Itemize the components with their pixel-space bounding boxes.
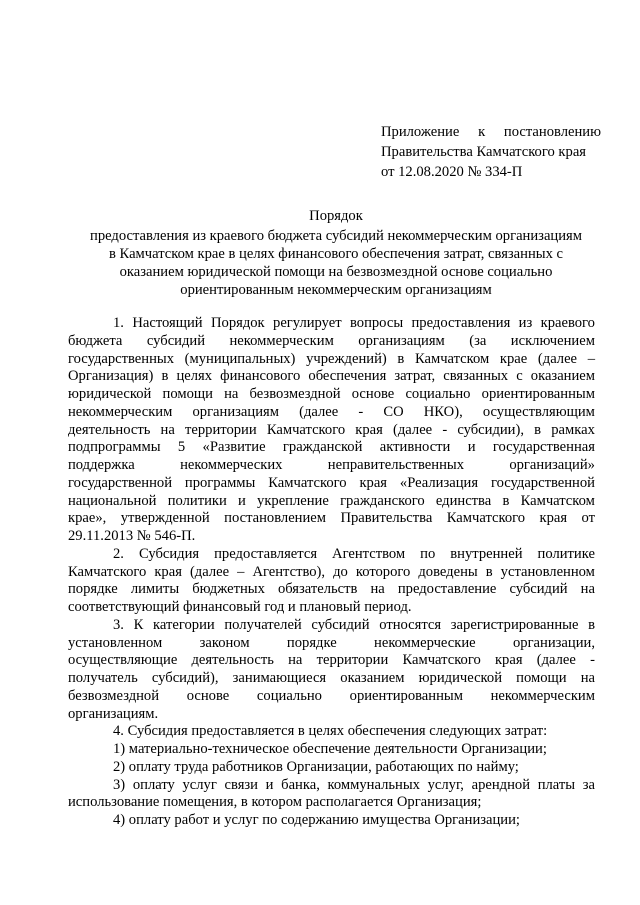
- word: на: [160, 421, 175, 438]
- word: оказанием: [530, 368, 595, 385]
- word: до: [333, 563, 348, 580]
- word: помощи: [162, 386, 213, 402]
- word: осуществляющие: [68, 652, 178, 669]
- word: целях: [176, 368, 213, 385]
- title-line: предоставления из краевого бюджета субсидий некоммерческим организациям: [90, 228, 582, 244]
- word: услуг,: [427, 776, 464, 793]
- word: основе: [351, 386, 395, 402]
- word: «Реализация: [399, 474, 479, 491]
- word: (далее: [189, 563, 230, 580]
- word: получателей: [224, 616, 302, 633]
- word: и: [265, 776, 274, 793]
- word: края: [494, 652, 523, 669]
- word: Порядок: [210, 315, 265, 331]
- word: относятся: [379, 616, 442, 633]
- word: Камчатского: [68, 563, 147, 580]
- word: субсидий: [509, 581, 568, 598]
- word: лимиты: [130, 581, 180, 598]
- word: арендной: [471, 776, 531, 793]
- word: политике: [537, 545, 595, 562]
- word: вопросы: [349, 315, 404, 331]
- word: субсидий: [146, 332, 206, 349]
- word: порядке: [68, 581, 118, 598]
- word: по: [420, 545, 436, 562]
- word: ориентированным: [349, 687, 463, 704]
- word: предоставление: [397, 581, 497, 598]
- paragraph-2-last-line: соответствующий финансовый год и плановый период.: [68, 599, 412, 615]
- word: бюджетных: [192, 581, 265, 598]
- paragraph-1-line: [68, 457, 595, 475]
- appendix-note: [381, 122, 601, 182]
- word: затрат,: [394, 368, 436, 385]
- word: Приложение: [381, 124, 460, 140]
- word: Организация): [68, 368, 154, 385]
- word: государственной: [68, 474, 173, 491]
- word: социально: [405, 386, 471, 402]
- word: коммунальных: [327, 776, 420, 793]
- word: НКО),: [423, 403, 463, 420]
- word: категории: [153, 616, 215, 633]
- paragraph-1-line: [68, 493, 595, 511]
- word: некоммерческих: [180, 457, 283, 473]
- appendix-line-2: Правительства Камчатского края: [381, 144, 587, 160]
- word: (далее: [393, 421, 433, 438]
- word: с: [516, 368, 523, 385]
- word: услуг: [182, 776, 217, 793]
- word: Камчатского: [446, 510, 526, 527]
- title-line: оказанием юридической помощи на безвозмездной основе социально: [119, 264, 553, 280]
- word: СО: [383, 403, 404, 420]
- word: платы: [537, 776, 576, 793]
- word: осуществляющим: [482, 403, 595, 420]
- word: -: [590, 652, 595, 669]
- word: в: [161, 368, 169, 385]
- paragraph-1-line: [68, 422, 595, 440]
- paragraph-3-line: [68, 670, 595, 688]
- word: (муниципальных): [184, 350, 296, 367]
- word: предоставляется: [214, 545, 318, 562]
- word: обеспечения: [308, 368, 387, 385]
- word: 3.: [113, 616, 124, 633]
- paragraph-4: 4. Субсидия предоставляется в целях обеспечения следующих затрат:: [113, 723, 548, 740]
- word: которого: [355, 563, 411, 580]
- word: (далее: [299, 403, 339, 420]
- word: социально: [256, 687, 322, 704]
- word: на: [224, 386, 239, 402]
- list-item-2: 2) оплату труда работников Организации, работающих по найму;: [113, 758, 519, 775]
- paragraph-3-line: [68, 635, 595, 653]
- word: от: [581, 510, 595, 527]
- word: краевого: [540, 315, 595, 331]
- paragraph-3-line: [68, 688, 595, 706]
- word: в: [485, 563, 493, 580]
- word: государственной: [490, 474, 595, 491]
- word: связи: [224, 776, 258, 793]
- word: занимающиеся: [232, 670, 327, 686]
- word: территории: [185, 421, 257, 438]
- paragraph-2-line: [68, 581, 595, 599]
- paragraph-1-line: [68, 404, 595, 422]
- word: основе: [186, 687, 230, 704]
- list-item-3-line: [68, 777, 595, 795]
- word: регулирует: [273, 315, 342, 331]
- word: получатель: [68, 670, 138, 686]
- word: единства: [435, 492, 492, 509]
- paragraph-1-line: [68, 475, 595, 493]
- word: Правительства: [340, 510, 433, 527]
- word: деятельность: [191, 652, 274, 669]
- paragraph-1-line: [68, 439, 595, 457]
- paragraph-2-line: [68, 564, 595, 582]
- paragraph-1-line: [68, 333, 595, 351]
- word: крае: [499, 350, 528, 367]
- word: территории: [316, 652, 389, 669]
- word: юридической: [418, 670, 502, 686]
- word: -: [442, 421, 448, 438]
- word: некоммерческим: [490, 687, 595, 704]
- word: Агентством: [332, 545, 406, 562]
- word: помощи: [516, 670, 567, 686]
- document-title: [68, 207, 604, 299]
- word: законом: [199, 634, 250, 651]
- paragraph-2-line: [68, 546, 595, 564]
- paragraph-3-line: [68, 652, 595, 670]
- word: исключением: [510, 332, 595, 349]
- word: организаций»: [509, 457, 595, 473]
- word: подпрограммы: [68, 439, 161, 456]
- word: Камчатском: [414, 350, 490, 367]
- word: активности: [379, 439, 451, 456]
- list-item-3-last-line: использование помещения, в котором располагается Организация;: [68, 794, 482, 811]
- word: субсидии),: [457, 421, 524, 438]
- paragraph-1-last-line: 29.11.2013 № 546-П.: [68, 528, 196, 544]
- word: национальной: [68, 492, 157, 509]
- word: порядке: [286, 634, 337, 651]
- word: –: [587, 350, 595, 367]
- word: к: [478, 124, 486, 140]
- word: государственная: [492, 439, 595, 456]
- paragraph-1-line: [68, 386, 595, 404]
- word: юридической: [68, 386, 152, 402]
- word: некоммерческим: [68, 403, 173, 420]
- word: установленном: [500, 563, 595, 580]
- word: Камчатского: [402, 652, 481, 669]
- word: утвержденной: [120, 510, 210, 527]
- title-line: в Камчатском крае в целях финансового обеспечения затрат, связанных с: [108, 246, 563, 262]
- word: неправительственных: [327, 457, 465, 473]
- word: Субсидия: [138, 545, 200, 562]
- word: субсидий: [311, 616, 370, 633]
- word: организациям: [192, 403, 279, 420]
- word: финансового: [220, 368, 301, 385]
- word: некоммерческим: [229, 332, 334, 349]
- word: оказанием: [340, 670, 405, 686]
- word: безвозмездной: [249, 386, 341, 402]
- word: на: [580, 581, 595, 598]
- word: (за: [469, 332, 487, 349]
- word: государственных: [68, 350, 175, 367]
- word: в: [588, 616, 595, 633]
- word: Настоящий: [132, 315, 203, 331]
- word: края: [359, 474, 388, 491]
- word: Камчатского: [268, 474, 347, 491]
- word: политики: [167, 492, 227, 509]
- word: бюджета: [68, 332, 123, 349]
- word: (далее: [537, 350, 578, 367]
- word: некоммерческие: [374, 634, 476, 651]
- word: 2.: [113, 545, 124, 562]
- word: К: [133, 616, 144, 633]
- word: –: [237, 563, 245, 580]
- word: 5: [177, 439, 186, 456]
- word: предоставления: [411, 315, 511, 331]
- word: крае»,: [68, 510, 107, 527]
- word: края: [154, 563, 182, 580]
- word: 3): [113, 776, 126, 793]
- word: края: [539, 510, 568, 527]
- word: постановлением: [224, 510, 327, 527]
- word: связанных: [443, 368, 509, 385]
- appendix-line-3: от 12.08.2020 № 334-П: [381, 164, 523, 180]
- word: на: [580, 670, 595, 686]
- word: на: [370, 581, 385, 598]
- word: постановлению: [503, 124, 601, 140]
- paragraph-1-line: [68, 351, 595, 369]
- word: края: [355, 421, 383, 438]
- word: Агентство),: [252, 563, 326, 580]
- paragraph-1-line: [68, 315, 595, 333]
- word: безвозмездной: [68, 687, 160, 704]
- word: учреждений): [306, 350, 387, 367]
- paragraph-1-line: [68, 510, 595, 528]
- word: из: [518, 315, 533, 331]
- list-item-1: 1) материально-техническое обеспечение деятельности Организации;: [113, 741, 547, 757]
- list-item-4: 4) оплату работ и услуг по содержанию имущества Организации;: [113, 812, 520, 828]
- word: программы: [184, 474, 256, 491]
- word: и: [467, 439, 476, 456]
- word: в: [397, 350, 405, 367]
- word: организации,: [512, 634, 595, 651]
- appendix-line-1: [381, 122, 601, 142]
- word: 1.: [113, 315, 124, 331]
- word: за: [582, 776, 595, 793]
- word: ориентированным: [481, 386, 595, 402]
- paragraph-3-line: [68, 617, 595, 635]
- title-line: ориентированным некоммерческим организациям: [180, 282, 492, 298]
- word: банка,: [281, 776, 320, 793]
- word: внутренней: [450, 545, 523, 562]
- word: организациям: [358, 332, 445, 349]
- word: гражданской: [282, 439, 363, 456]
- word: в: [534, 421, 542, 438]
- word: обязательств: [277, 581, 358, 598]
- word: оплату: [132, 776, 175, 793]
- word: доведены: [418, 563, 478, 580]
- word: укрепление: [257, 492, 329, 509]
- word: -: [358, 403, 364, 420]
- word: на: [288, 652, 303, 669]
- word: деятельность: [68, 421, 151, 438]
- word: установленном: [68, 634, 163, 651]
- word: зарегистрированные: [450, 616, 579, 633]
- word: поддержка: [68, 457, 135, 473]
- word: (далее: [536, 652, 576, 669]
- title-heading: Порядок: [309, 208, 363, 224]
- word: гражданского: [340, 492, 425, 509]
- word: и: [238, 492, 246, 509]
- word: рамках: [551, 421, 595, 438]
- paragraph-3-last-line: организациям.: [68, 705, 159, 722]
- word: «Развитие: [202, 439, 266, 456]
- paragraph-1-line: [68, 368, 595, 386]
- document-body: [68, 315, 595, 830]
- word: субсидий),: [151, 670, 219, 686]
- word: Камчатском: [520, 492, 595, 509]
- word: в: [502, 492, 510, 509]
- word: Камчатского: [266, 421, 346, 438]
